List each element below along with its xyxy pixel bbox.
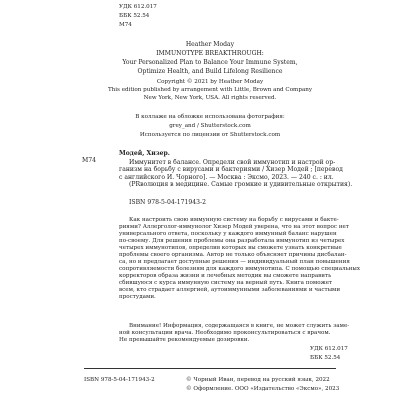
catalog-line: (PRволюция в медицине. Самые громкие и удивительные открытия).: [129, 180, 353, 188]
warning-line: ной консультации врача. Необходимо проконсультироваться с врачом.: [119, 330, 331, 336]
original-subtitle-1: Your Personalized Plan to Balance Your Immune System,: [122, 59, 298, 66]
publisher-line-1: This edition published by arrangement with Little, Brown and Company: [107, 87, 313, 93]
catalog-line: с английского И. Чорного]. — Москва : Эксмо, 2023. — 240 с. : ил.: [119, 173, 334, 181]
footer-divider: [84, 368, 336, 369]
footer-copyright-1: © Чорный Иван, перевод на русский язык, 2022: [186, 377, 330, 383]
annotation-line: четырех иммунотипов, определив которых вы сможете узнать конкретные: [119, 245, 342, 251]
udk-code-bottom: УДК 612.017: [310, 346, 348, 352]
catalog-isbn: ISBN 978-5-04-171943-2: [129, 199, 206, 206]
catalog-heading: Модей, Хизер.: [119, 150, 170, 157]
warning-line: Не превышайте рекомендуемые дозировки.: [119, 337, 250, 343]
original-title: IMMUNOTYPE BREAKTHROUGH:: [156, 50, 264, 57]
footer-copyright-2: © Оформление. ООО «Издательство «Эксмо», 2023: [186, 386, 340, 392]
original-author: Heather Moday: [185, 41, 235, 48]
author-sign-top: М74: [119, 22, 132, 28]
annotation-line: сбившуюся с курса иммунную систему на верный путь. Книга поможет: [119, 280, 333, 286]
cover-credit-2: grey_and / Shutterstock.com: [169, 123, 251, 129]
annotation: [119, 217, 360, 301]
warning: [119, 323, 349, 344]
annotation-line: корректоров образа жизни и лечебных методик вы сможете направить: [119, 273, 332, 279]
footer-isbn: ISBN 978-5-04-171943-2: [84, 377, 155, 383]
cover-credit-1: В коллаже на обложке использована фотография:: [135, 114, 285, 120]
annotation-line: универсального ответа, поскольку у каждого иммунный баланс нарушен: [119, 231, 337, 237]
annotation-line: сопротивляемости болезням для каждого иммунотипа. С помощью специальных: [119, 266, 360, 272]
bbk-code-top: ББК 52.54: [119, 13, 150, 19]
annotation-line: Как настроить свою иммунную систему на борьбу с вирусами и бакте-: [129, 217, 339, 223]
original-subtitle-2: Optimize Health, and Build Lifelong Resilience: [137, 68, 283, 75]
catalog-line: ганизм на борьбу с вирусами и бактериями / Хизер Модей ; [перевод: [119, 166, 343, 174]
annotation-line: проблемы своего организма. Автор не только объясняет причины дисбалан-: [119, 252, 347, 258]
annotation-line: риями? Аллерголог-иммунолог Хизер Модей уверена, что на этот вопрос нет: [119, 224, 349, 230]
publisher-line-2: New York, New York, USA. All rights reserved.: [143, 95, 277, 101]
catalog-description: [119, 159, 352, 188]
annotation-line: простудами.: [119, 294, 156, 300]
annotation-line: всем, кто страдает аллергией, аутоиммунными заболеваниями и частыми: [119, 287, 341, 293]
annotation-line: са, но и предлагает доступные решения — индивидуальный план повышения: [119, 259, 350, 265]
catalog-sign: М74: [82, 157, 96, 164]
udk-code-top: УДК 612.017: [119, 4, 157, 10]
cover-credit-3: Используется по лицензии от Shutterstock.com: [139, 132, 281, 138]
catalog-line: Иммунитет в балансе. Определи свой иммунотип и настрой ор-: [129, 159, 336, 166]
original-copyright: Copyright © 2021 by Heather Moday: [156, 79, 264, 85]
bbk-code-bottom: ББК 52.54: [310, 355, 341, 361]
warning-line: Внимание! Информация, содержащаяся в книге, не может служить заме-: [129, 323, 350, 329]
annotation-line: по-своему. Для решения проблемы она разработала иммунотип из четырех: [119, 238, 345, 244]
